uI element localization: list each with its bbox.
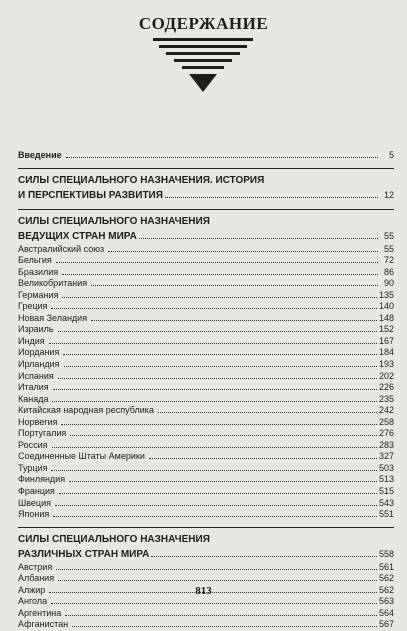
- toc-entry[interactable]: [18, 428, 394, 440]
- section-heading-line: РАЗЛИЧНЫХ СТРАН МИРА: [18, 548, 150, 560]
- toc-entry[interactable]: [18, 596, 394, 608]
- toc-entry-label: Введение: [18, 150, 62, 160]
- leader-dots: [165, 196, 378, 198]
- section-divider: [18, 527, 394, 528]
- toc-entry-page: 558: [378, 548, 394, 559]
- toc-entry[interactable]: [18, 509, 394, 521]
- toc-entry-page: 226: [378, 382, 394, 393]
- toc-entry-page: 513: [378, 474, 394, 485]
- toc-entry-label: Испания: [18, 370, 54, 381]
- leader-dots: [55, 504, 377, 506]
- toc-entry-label: Португалия: [18, 428, 67, 439]
- leader-dots: [62, 296, 377, 298]
- leader-dots: [70, 434, 377, 436]
- section-heading-line: И ПЕРСПЕКТИВЫ РАЗВИТИЯ: [18, 189, 163, 201]
- section-heading-line: ВЕДУЩИХ СТРАН МИРА: [18, 230, 137, 242]
- leader-dots: [56, 261, 378, 263]
- toc-list-leading: [18, 244, 394, 521]
- toc-entry-label: Ангола: [18, 596, 48, 607]
- leader-dots: [52, 446, 377, 448]
- toc-entry-label: Ирландия: [18, 359, 60, 370]
- toc-entry-label: Австрия: [18, 561, 53, 572]
- toc-entry-page: 152: [378, 324, 394, 335]
- toc-entry-label: Бельгия: [18, 255, 52, 266]
- toc-entry-page: 140: [378, 301, 394, 312]
- toc-entry[interactable]: [18, 324, 394, 336]
- toc-entry-label: Канада: [18, 393, 49, 404]
- toc-entry-label: Алжир: [18, 584, 46, 595]
- toc-entry-label: Австралийский союз: [18, 243, 105, 254]
- toc-entry-page: 235: [378, 393, 394, 404]
- leader-dots: [69, 480, 377, 482]
- toc-entry[interactable]: [18, 405, 394, 417]
- toc-entry[interactable]: [18, 619, 394, 631]
- leader-dots: [63, 353, 377, 355]
- section-divider: [18, 168, 394, 169]
- toc-entry-label: Соединенные Штаты Америки: [18, 451, 145, 462]
- toc-entry-page: 561: [378, 561, 394, 572]
- toc-section-history[interactable]: [18, 174, 394, 203]
- leader-dots: [51, 602, 377, 604]
- leader-dots: [53, 515, 377, 517]
- toc-entry[interactable]: [18, 474, 394, 486]
- leader-dots: [91, 284, 378, 286]
- toc-entry-label: Новая Зеландия: [18, 312, 88, 323]
- toc-entry-page: 72: [383, 255, 394, 266]
- toc-entry[interactable]: [18, 267, 394, 279]
- toc-entry-label: Иордания: [18, 347, 60, 358]
- toc-entry[interactable]: [18, 290, 394, 302]
- toc-section-various[interactable]: [18, 533, 394, 562]
- toc-entry-page: 90: [383, 278, 394, 289]
- title-ornament-icon: [153, 38, 253, 94]
- leader-dots: [151, 555, 377, 557]
- leader-dots: [66, 156, 378, 158]
- toc-entry-intro[interactable]: [18, 150, 394, 162]
- toc-entry-label: Афганистан: [18, 619, 69, 630]
- toc-entry-label: Швеция: [18, 497, 51, 508]
- toc-entry-page: 258: [378, 416, 394, 427]
- table-of-contents: [18, 150, 394, 631]
- toc-entry-label: Турция: [18, 462, 48, 473]
- toc-entry[interactable]: [18, 573, 394, 585]
- toc-entry[interactable]: [18, 347, 394, 359]
- toc-entry-page: 564: [378, 607, 394, 618]
- toc-entry-page: 135: [378, 289, 394, 300]
- toc-entry[interactable]: [18, 359, 394, 371]
- leader-dots: [62, 273, 378, 275]
- toc-entry[interactable]: [18, 313, 394, 325]
- toc-entry[interactable]: [18, 498, 394, 510]
- leader-dots: [139, 237, 378, 239]
- toc-entry[interactable]: [18, 463, 394, 475]
- toc-entry-page: 5: [388, 150, 394, 160]
- toc-entry-label: Аргентина: [18, 607, 62, 618]
- leader-dots: [65, 614, 377, 616]
- toc-entry-label: Бразилия: [18, 266, 59, 277]
- toc-entry-page: 562: [378, 584, 394, 595]
- section-heading-line: СИЛЫ СПЕЦИАЛЬНОГО НАЗНАЧЕНИЯ: [18, 215, 210, 227]
- leader-dots: [52, 400, 376, 402]
- leader-dots: [49, 342, 377, 344]
- page-number: 813: [195, 585, 212, 597]
- toc-entry-page: 563: [378, 596, 394, 607]
- toc-entry-page: 167: [378, 335, 394, 346]
- toc-entry-page: 543: [378, 497, 394, 508]
- leader-dots: [59, 492, 377, 494]
- toc-entry-page: 202: [378, 370, 394, 381]
- toc-entry[interactable]: [18, 301, 394, 313]
- toc-entry[interactable]: [18, 562, 394, 574]
- toc-entry[interactable]: [18, 440, 394, 452]
- leader-dots: [72, 625, 377, 627]
- toc-entry-page: 503: [378, 462, 394, 473]
- toc-entry-label: Франция: [18, 486, 55, 497]
- leader-dots: [56, 568, 377, 570]
- leader-dots: [64, 365, 377, 367]
- leader-dots: [61, 423, 377, 425]
- toc-entry-page: 562: [378, 573, 394, 584]
- toc-entry-label: Китайская народная республика: [18, 405, 154, 416]
- toc-section-leading[interactable]: [18, 215, 394, 244]
- page-title: СОДЕРЖАНИЕ: [138, 14, 269, 33]
- toc-entry-label: Россия: [18, 439, 48, 450]
- toc-entry-page: 327: [378, 451, 394, 462]
- toc-entry-page: 184: [378, 347, 394, 358]
- toc-entry-page: 551: [378, 509, 394, 520]
- toc-entry-label: Великобритания: [18, 278, 88, 289]
- toc-entry-page: 193: [378, 359, 394, 370]
- leader-dots: [51, 469, 377, 471]
- toc-entry-label: Финляндия: [18, 474, 66, 485]
- toc-entry[interactable]: [18, 336, 394, 348]
- toc-entry-label: Израиль: [18, 324, 54, 335]
- toc-entry-page: 567: [378, 619, 394, 630]
- toc-entry[interactable]: [18, 278, 394, 290]
- toc-entry-label: Индия: [18, 335, 45, 346]
- leader-dots: [58, 330, 377, 332]
- toc-entry-label: Греция: [18, 301, 48, 312]
- leader-dots: [51, 307, 377, 309]
- leader-dots: [108, 250, 378, 252]
- toc-entry[interactable]: [18, 608, 394, 620]
- toc-entry-page: 148: [378, 312, 394, 323]
- section-heading-line: СИЛЫ СПЕЦИАЛЬНОГО НАЗНАЧЕНИЯ: [18, 533, 210, 545]
- toc-entry[interactable]: [18, 255, 394, 267]
- leader-dots: [53, 388, 377, 390]
- toc-entry[interactable]: [18, 244, 394, 256]
- toc-entry-page: 242: [378, 405, 394, 416]
- toc-entry-page: 283: [378, 439, 394, 450]
- toc-entry-label: Германия: [18, 289, 59, 300]
- toc-entry-page: 276: [378, 428, 394, 439]
- toc-entry[interactable]: [18, 394, 394, 406]
- toc-entry-label: Япония: [18, 509, 50, 520]
- toc-entry[interactable]: [18, 382, 394, 394]
- section-divider: [18, 209, 394, 210]
- leader-dots: [91, 319, 377, 321]
- leader-dots: [58, 579, 377, 581]
- toc-entry[interactable]: [18, 371, 394, 383]
- toc-entry[interactable]: [18, 451, 394, 463]
- toc-entry-page: 55: [383, 243, 394, 254]
- toc-entry-page: 12: [383, 189, 394, 200]
- leader-dots: [58, 377, 377, 379]
- toc-entry-label: Италия: [18, 382, 49, 393]
- toc-entry-label: Албания: [18, 573, 55, 584]
- toc-entry[interactable]: [18, 417, 394, 429]
- leader-dots: [149, 457, 377, 459]
- leader-dots: [158, 411, 377, 413]
- toc-entry-page: 55: [383, 230, 394, 241]
- toc-entry-page: 86: [383, 266, 394, 277]
- toc-entry-page: 515: [378, 486, 394, 497]
- toc-entry-label: Норвегия: [18, 416, 58, 427]
- section-heading-line: СИЛЫ СПЕЦИАЛЬНОГО НАЗНАЧЕНИЯ. ИСТОРИЯ: [18, 174, 265, 186]
- toc-entry[interactable]: [18, 486, 394, 498]
